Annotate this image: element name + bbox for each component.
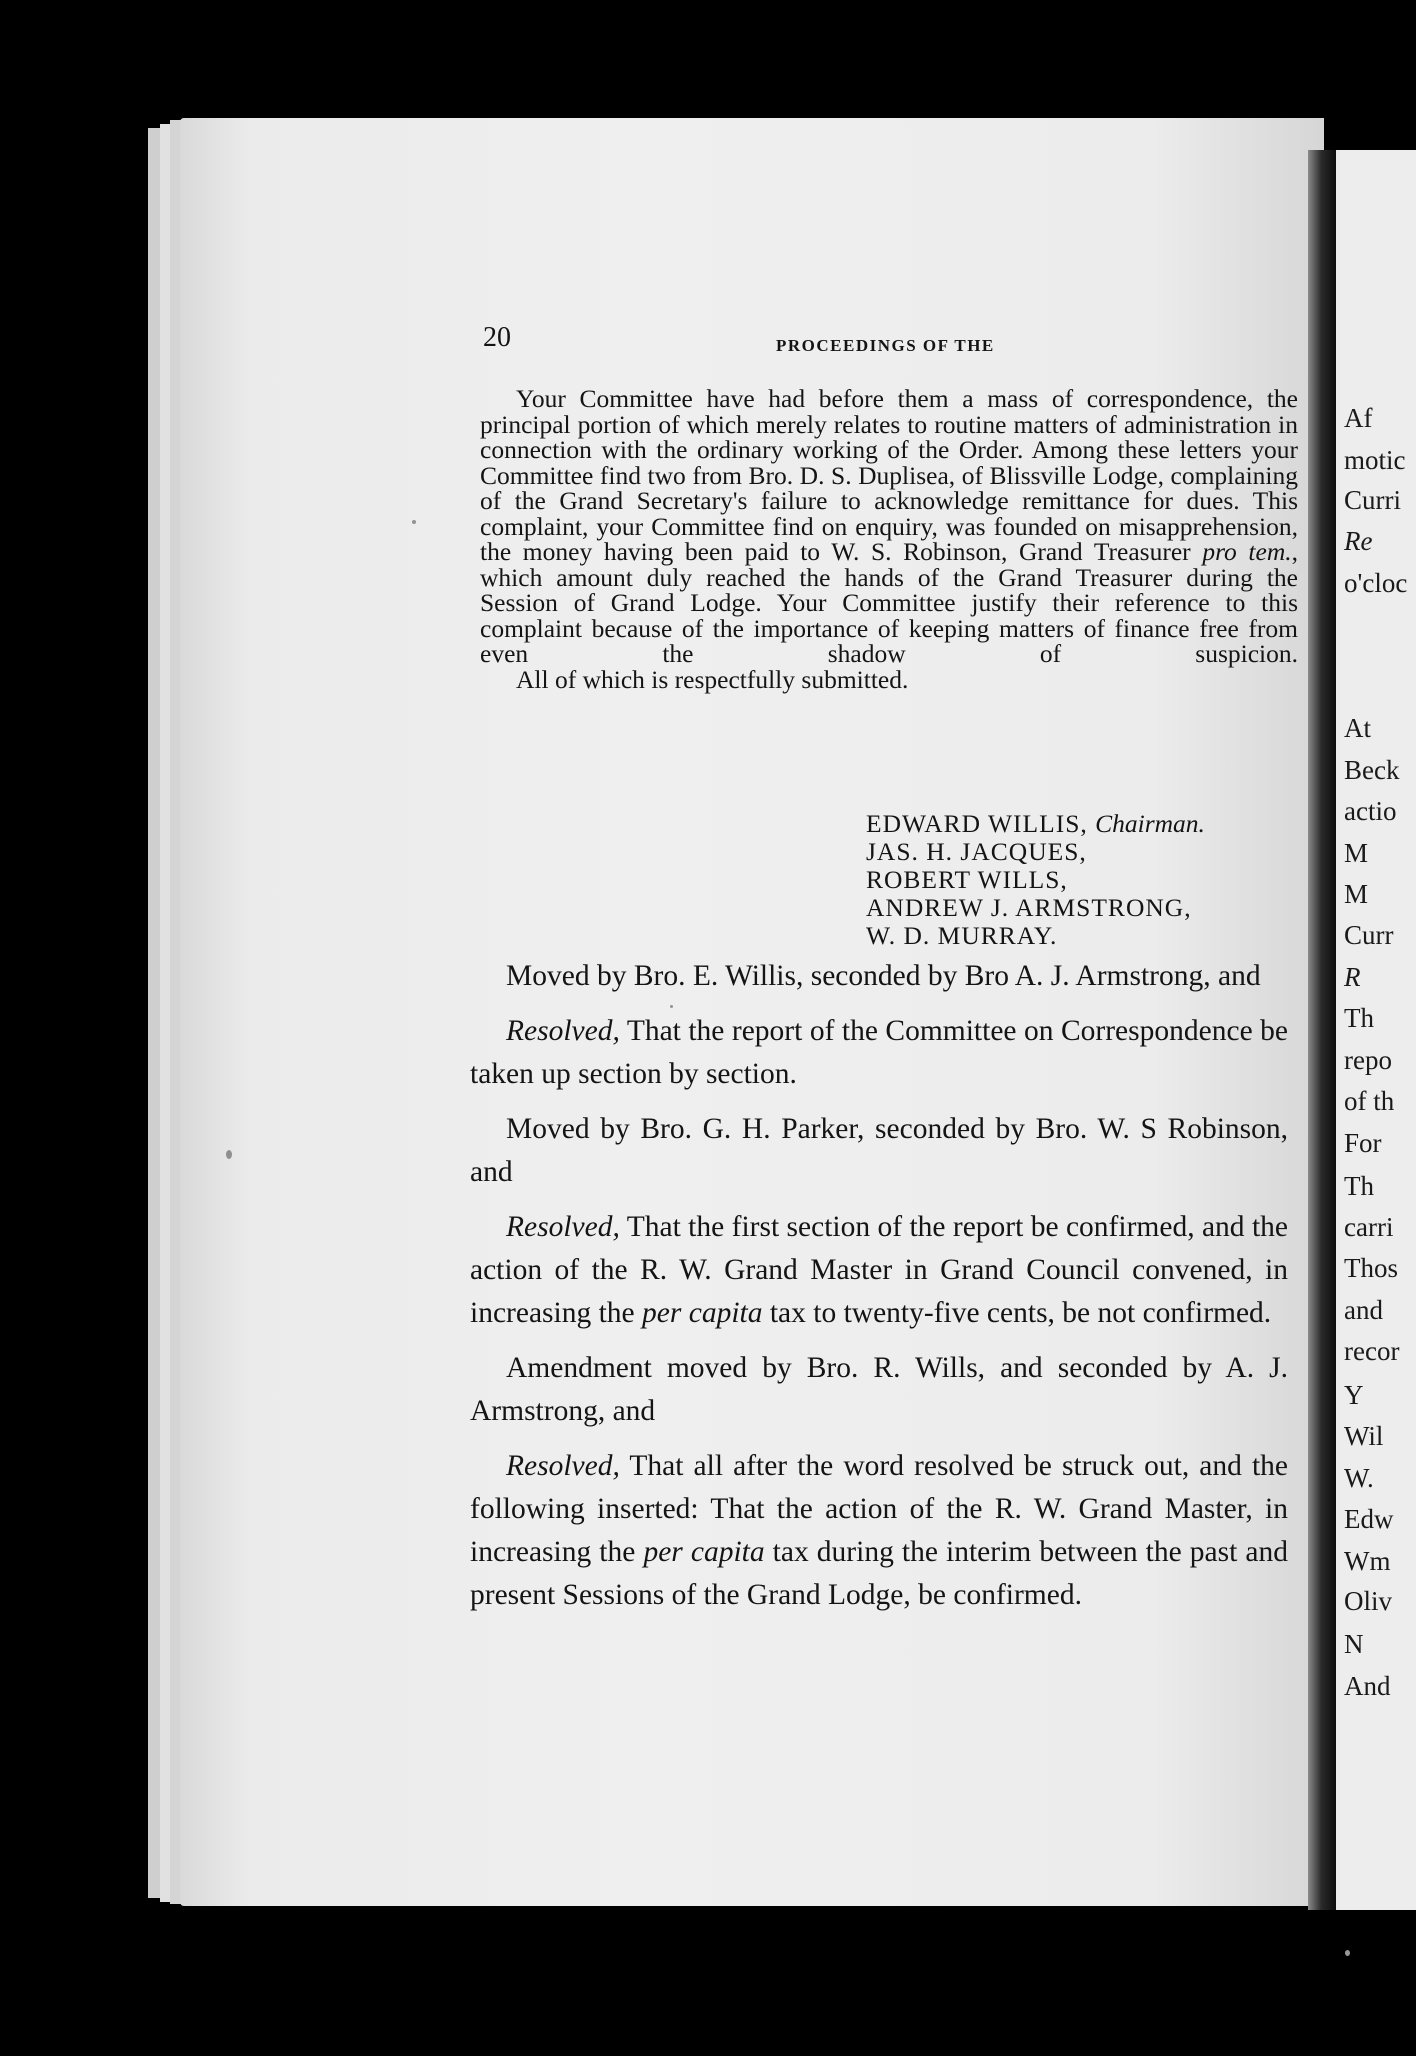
right-page-fragment bbox=[1336, 150, 1416, 1910]
right-page-text-fragment: Wil bbox=[1344, 1421, 1384, 1451]
right-page-text-fragment: Th bbox=[1344, 1003, 1374, 1033]
right-page-text-fragment: repo bbox=[1344, 1045, 1392, 1075]
right-page-text-fragment: M bbox=[1344, 879, 1369, 909]
right-page-text-fragment: Af bbox=[1344, 403, 1373, 433]
signatures-block bbox=[866, 810, 1205, 950]
right-page-text-fragment: At bbox=[1344, 713, 1371, 743]
scan-speck bbox=[412, 520, 416, 524]
per-capita-italic: per capita bbox=[642, 1297, 763, 1329]
per-capita-italic: per capita bbox=[643, 1536, 765, 1568]
signature: ROBERT WILLS, bbox=[866, 865, 1068, 894]
resolved-label: Resolved, bbox=[506, 1015, 620, 1047]
right-page-text-fragment: Wm bbox=[1344, 1546, 1391, 1576]
right-page-text-fragment: motic bbox=[1344, 445, 1406, 475]
right-page-text-fragment: and bbox=[1344, 1295, 1383, 1325]
right-page-text-fragment: Y bbox=[1344, 1380, 1364, 1410]
page-header bbox=[483, 322, 1303, 362]
right-page-text-fragment: o'cloc bbox=[1344, 568, 1408, 598]
resolution-text: That the report of the Committee on Correspondence be taken up section by section. bbox=[470, 1015, 1288, 1090]
signature: ANDREW J. ARMSTRONG, bbox=[866, 893, 1192, 922]
resolution-paragraph bbox=[470, 1206, 1288, 1335]
scan-speck bbox=[226, 1150, 232, 1159]
report-text: Your Committee have had before them a mass of correspondence, the principal portion of which merely relates to routine matters of administration in connection with the ordinary working of the Order. Among these letters your Committee find two from Bro. D. S. Duplisea, of Blissville Lodge, complaining of the Grand Secretary's failure to acknowledge remittance for dues. This complaint, your Committee find on enquiry, was founded on misapprehension, the money having been paid to W. S. Robinson, Grand Treasurer bbox=[480, 384, 1298, 566]
right-page-text-fragment: W. bbox=[1344, 1463, 1374, 1493]
pro-tem-italic: pro tem. bbox=[1202, 537, 1292, 566]
minutes-section bbox=[470, 955, 1288, 1629]
resolution-paragraph bbox=[470, 1445, 1288, 1617]
resolution-text-continued: tax to twenty-five cents, be not confirmed. bbox=[762, 1297, 1272, 1329]
signature: JAS. H. JACQUES, bbox=[866, 837, 1087, 866]
page-number: 20 bbox=[483, 322, 511, 353]
right-page-text-fragment: actio bbox=[1344, 796, 1397, 826]
right-page-text-fragment: R bbox=[1344, 962, 1361, 992]
right-page-text-fragment: Edw bbox=[1344, 1504, 1394, 1534]
scan-speck bbox=[670, 1005, 673, 1008]
right-page-text-fragment: Beck bbox=[1344, 755, 1400, 785]
motion-paragraph: Moved by Bro. E. Willis, seconded by Bro A. J. Armstrong, and bbox=[506, 960, 1261, 992]
signature: W. D. MURRAY. bbox=[866, 921, 1058, 950]
resolved-label: Resolved, bbox=[506, 1450, 620, 1482]
signature-title: Chairman. bbox=[1095, 809, 1205, 838]
right-page-text-fragment: N bbox=[1344, 1629, 1364, 1659]
right-page-text-fragment: recor bbox=[1344, 1336, 1400, 1366]
scan-speck bbox=[1345, 1950, 1350, 1956]
right-page-text-fragment: Curri bbox=[1344, 485, 1401, 515]
book-gutter bbox=[1308, 150, 1338, 1910]
report-text-continued: , which amount duly reached the hands of the Grand Treasurer during the Session of Grand Lodge. Your Committee justify their reference to this complaint because of the importance of keeping matters of finance free from even the shadow of suspicion. bbox=[480, 537, 1299, 668]
report-paragraph bbox=[480, 386, 1298, 667]
signature-name: EDWARD WILLIS, bbox=[866, 809, 1088, 838]
submitted-line: All of which is respectfully submitted. bbox=[516, 664, 909, 694]
right-page-text-fragment: Re bbox=[1344, 526, 1373, 556]
motion-paragraph: Moved by Bro. G. H. Parker, seconded by Bro. W. S Robinson, and bbox=[470, 1113, 1288, 1188]
right-page-text-fragment: And bbox=[1344, 1671, 1391, 1701]
right-page-text-fragment: Curr bbox=[1344, 920, 1394, 950]
right-page-text-fragment: Thos bbox=[1344, 1253, 1398, 1283]
right-page-text-fragment: Th bbox=[1344, 1171, 1374, 1201]
right-page-text-fragment: carri bbox=[1344, 1212, 1394, 1242]
right-page-text-fragment: Oliv bbox=[1344, 1586, 1393, 1616]
running-head: PROCEEDINGS OF THE bbox=[776, 336, 995, 355]
resolution-text: That all after the word resolved be struck out, and the following inserted: That the action of the R. W. Grand Master, in increasing the bbox=[470, 1450, 1288, 1568]
right-page-text-fragment: M bbox=[1344, 838, 1369, 868]
resolved-label: Resolved, bbox=[506, 1211, 620, 1243]
right-page-text-fragment: For bbox=[1344, 1128, 1382, 1158]
resolution-text: That the first section of the report be confirmed, and the action of the R. W. Grand Master in Grand Council convened, in increasing the bbox=[470, 1211, 1288, 1329]
committee-report bbox=[480, 386, 1298, 692]
right-page-text-fragment: of th bbox=[1344, 1086, 1395, 1116]
amendment-paragraph: Amendment moved by Bro. R. Wills, and seconded by A. J. Armstrong, and bbox=[470, 1352, 1288, 1427]
signature-chairman bbox=[866, 810, 1205, 838]
resolution-text-continued: tax during the interim between the past and present Sessions of the Grand Lodge, be confirmed. bbox=[470, 1536, 1288, 1611]
resolution-paragraph bbox=[470, 1010, 1288, 1096]
